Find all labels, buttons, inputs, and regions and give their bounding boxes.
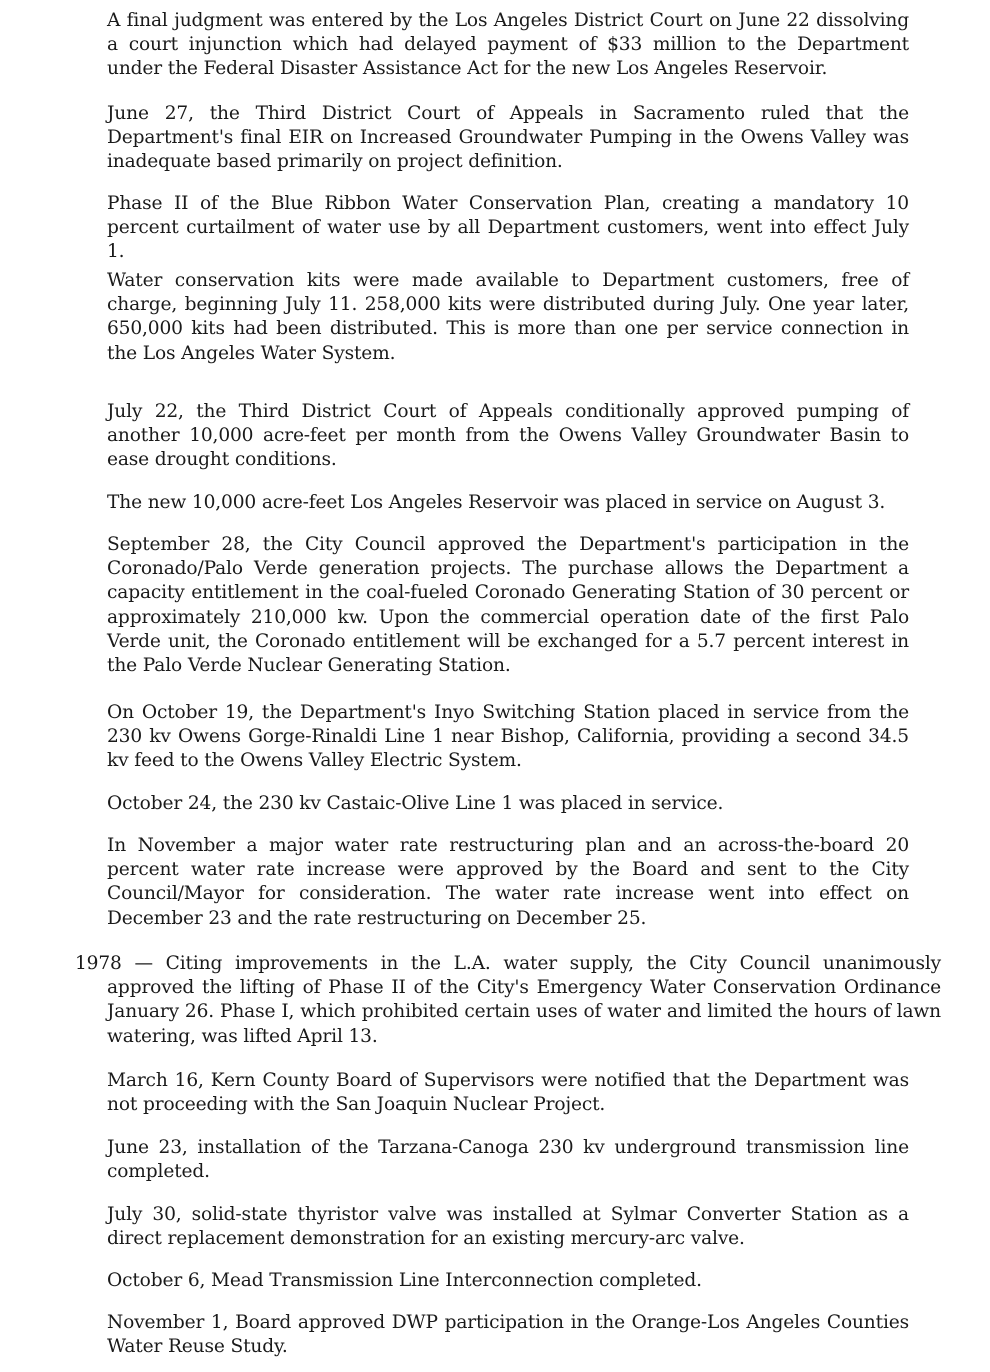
paragraph-water-rate-restructuring: In November a major water rate restructuring plan and an across-the-board 20 percent water rate increase were approved by the Board and sent to the City Council/Mayor for consideration. The water rate increase went into effect on December 23 and the rate restructuring on December 25. [107,835,909,929]
paragraph-inyo-switching: On October 19, the Department's Inyo Switching Station placed in service from the 230 kv Owens Gorge-Rinaldi Line 1 near Bishop, California, providing a second 34.5 kv feed to the Owens Valley Electric System. [107,702,909,772]
year-dash: — [134,953,153,974]
paragraph-castaic-olive: October 24, the 230 kv Castaic-Olive Line 1 was placed in service. [107,793,724,814]
paragraph-tarzana-canoga: June 23, installation of the Tarzana-Canoga 230 kv underground transmission line completed. [107,1137,909,1183]
paragraph-coronado-palo-verde: September 28, the City Council approved the Department's participation in the Coronado/Palo Verde generation projects. The purchase allows the Department a capacity entitlement in the coal-fueled Coronado Generating Station of 30 percent or approximately 210,000 kw. Upon the commercial operation date of the first Palo Verde unit, the Coronado entitlement will be exchanged for a 5.7 percent interest in the Palo Verde Nuclear Generating Station. [107,534,909,677]
paragraph-la-reservoir-judgment: A final judgment was entered by the Los Angeles District Court on June 22 dissolving a court injunction which had delayed payment of $33 million to the Department under the Federal Disaster Assistance Act for the new Los Angeles Reservoir. [107,10,909,80]
paragraph-mead-interconnection: October 6, Mead Transmission Line Interconnection completed. [107,1270,702,1291]
paragraph-conservation-kits: Water conservation kits were made available to Department customers, free of charge, beginning July 11. 258,000 kits were distributed during July. One year later, 650,000 kits had been distributed. This is more than one per service connection in the Los Angeles Water System. [107,270,909,364]
paragraph-san-joaquin-nuclear: March 16, Kern County Board of Supervisors were notified that the Department was not proceeding with the San Joaquin Nuclear Project. [107,1070,909,1116]
paragraph-thyristor-valve: July 30, solid-state thyristor valve was installed at Sylmar Converter Station as a direct replacement demonstration for an existing mercury-arc valve. [107,1204,909,1250]
year-label: 1978 [75,953,122,974]
year-entry-1978 [75,952,941,1049]
paragraph-pumping-approval: July 22, the Third District Court of Appeals conditionally approved pumping of another 10,000 acre-feet per month from the Owens Valley Groundwater Basin to ease drought conditions. [107,401,909,471]
paragraph-reservoir-service: The new 10,000 acre-feet Los Angeles Reservoir was placed in service on August 3. [107,492,886,513]
paragraph-phase-ii-conservation: Phase II of the Blue Ribbon Water Conservation Plan, creating a mandatory 10 percent curtailment of water use by all Department customers, went into effect July 1. [107,193,909,263]
paragraph-water-reuse-study: November 1, Board approved DWP participation in the Orange-Los Angeles Counties Water Reuse Study. [107,1312,909,1358]
year-entry-text: Citing improvements in the L.A. water supply, the City Council unanimously approved the lifting of Phase II of the City's Emergency Water Conservation Ordinance January 26. Phase I, which prohibited certain uses of water and limited the hours of lawn watering, was lifted April 13. [107,953,942,1047]
paragraph-eir-ruling: June 27, the Third District Court of Appeals in Sacramento ruled that the Department's final EIR on Increased Groundwater Pumping in the Owens Valley was inadequate based primarily on project definition. [107,103,909,173]
